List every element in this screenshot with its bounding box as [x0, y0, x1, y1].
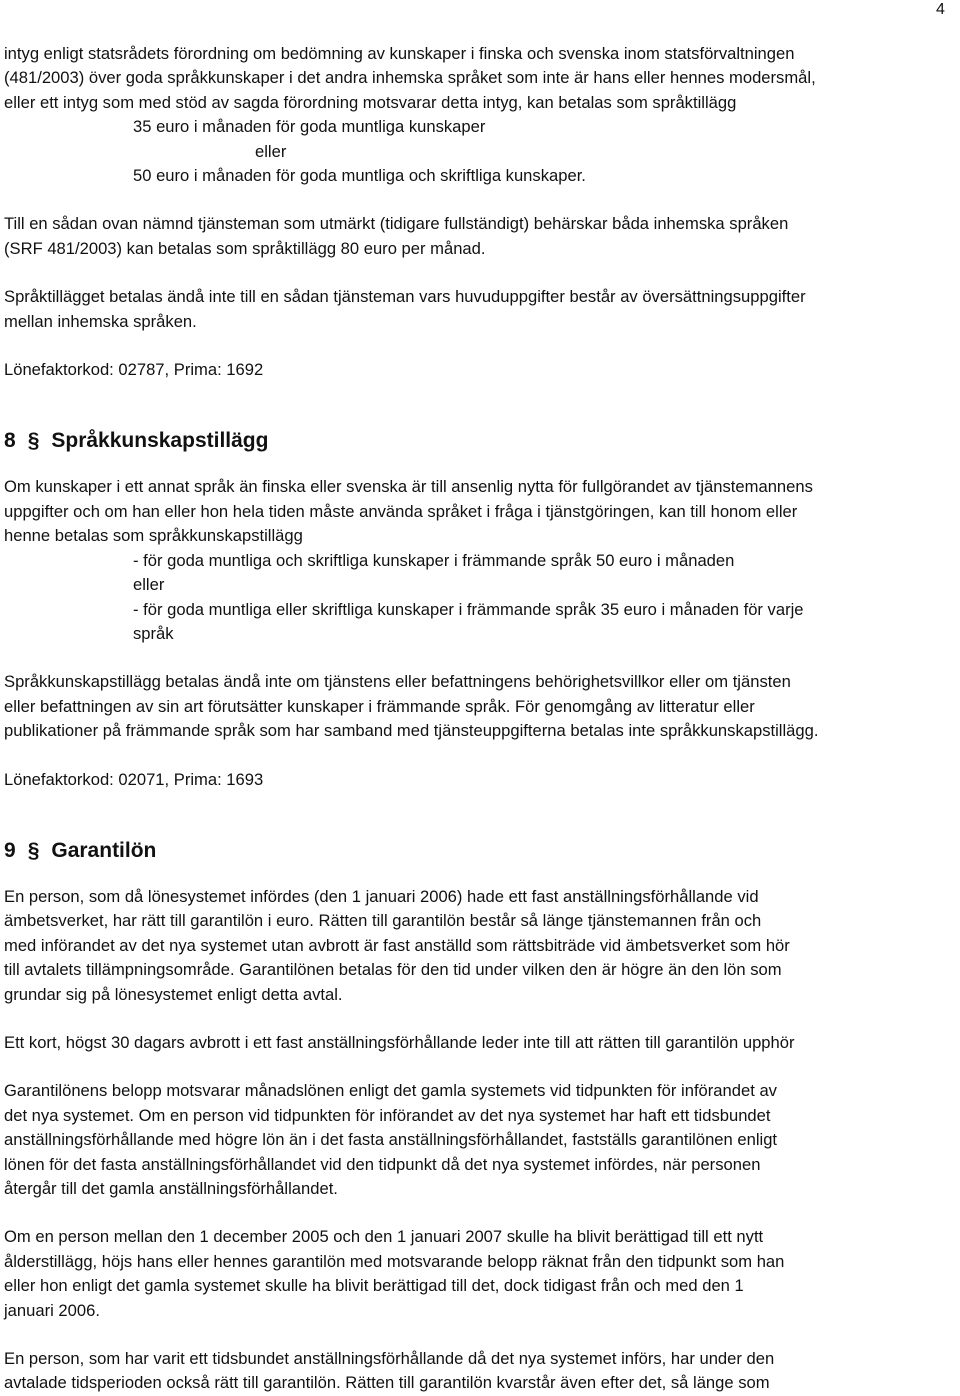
text-line: intyg enligt statsrådets förordning om bedömning av kunskaper i finska och svenska inom statsförvaltningen	[4, 44, 795, 63]
section-symbol: §	[27, 838, 40, 862]
wage-code: Lönefaktorkod: 02787, Prima: 1692	[4, 360, 264, 380]
text-line: En person, som då lönesystemet infördes (den 1 januari 2006) hade ett fast anställningsförhållande vid	[4, 886, 759, 906]
section-heading-9	[4, 836, 956, 866]
text-line: mellan inhemska språken.	[4, 311, 197, 331]
text-line: uppgifter och om han eller hon hela tiden måste använda språket i fråga i tjänstgöringen, kan till honom eller	[4, 501, 798, 521]
paragraph-belopp	[4, 1079, 956, 1201]
text-line: publikationer på främmande språk som har samband med tjänsteuppgifterna betalas inte språkkunskapstillägg.	[4, 721, 819, 741]
text-line: (481/2003) över goda språkkunskaper i det andra inhemska språket som inte är hans eller hennes modersmål,	[4, 68, 816, 88]
section-title: Garantilön	[51, 838, 157, 862]
text-line: Språkkunskapstillägg betalas ändå inte om tjänstens eller befattningens behörighetsvillkor eller om tjänsten	[4, 672, 791, 692]
text-line: lönen för det fasta anställningsförhållandet vid den tidpunkt då det nya systemet infördes, när personen	[4, 1154, 761, 1174]
wage-code: Lönefaktorkod: 02071, Prima: 1693	[4, 769, 264, 789]
paragraph-sprak-intyg	[4, 42, 956, 188]
text-line: En person, som har varit ett tidsbundet anställningsförhållande då det nya systemet införs, har under den	[4, 1349, 775, 1369]
text-line: med införandet av det nya systemet utan avbrott är fast anställd som rättsbiträde vid ämbetsverket som hör	[4, 935, 790, 955]
section-title: Språkkunskapstillägg	[51, 429, 269, 453]
text-line: ämbetsverket, har rätt till garantilön i euro. Rätten till garantilön består så länge tjänstemannen från och	[4, 911, 762, 931]
option-line: 50 euro i månaden för goda muntliga och skriftliga kunskaper.	[133, 166, 586, 186]
text-line: eller befattningen av sin art förutsätter kunskaper i främmande språk. För genomgång av litteratur eller	[4, 696, 755, 716]
paragraph-tidsbundet	[4, 1347, 956, 1396]
section-symbol: §	[27, 429, 40, 453]
text-line: (SRF 481/2003) kan betalas som språktillägg 80 euro per månad.	[4, 238, 486, 258]
option-line: 35 euro i månaden för goda muntliga kunskaper	[133, 117, 486, 137]
text-line: anställningsförhållande med högre lön än i det fasta anställningsförhållandet, fastställs garantilönen enligt	[4, 1130, 778, 1150]
text-line: Om kunskaper i ett annat språk än finska eller svenska är till ansenlig nytta för fullgörandet av tjänstemannens	[4, 477, 813, 497]
section-heading-8	[4, 426, 956, 456]
page-number: 4	[936, 1, 945, 18]
paragraph-alderstillagg	[4, 1225, 956, 1323]
paragraph-behorighet	[4, 670, 956, 743]
paragraph-oversattning	[4, 285, 956, 334]
text-line: Garantilönens belopp motsvarar månadslönen enligt det gamla systemets vid tidpunkten för införandet av	[4, 1081, 777, 1101]
text-line: det nya systemet. Om en person vid tidpunkten för införandet av det nya systemet har haft ett tidsbundet	[4, 1105, 771, 1125]
text-line: grundar sig på lönesystemet enligt detta avtal.	[4, 984, 343, 1004]
text-line: återgår till det gamla anställningsförhållandet.	[4, 1179, 338, 1198]
list-item: - för goda muntliga och skriftliga kunskaper i främmande språk 50 euro i månaden	[133, 550, 735, 570]
text-line: Ett kort, högst 30 dagars avbrott i ett fast anställningsförhållande leder inte till att rätten till garantilön upphör	[4, 1032, 795, 1052]
text-line: eller hon enligt det gamla systemet skulle ha blivit berättigad till det, dock tidigast från och med den 1	[4, 1276, 744, 1296]
list-item-continuation: språk	[133, 623, 174, 643]
text-line: ålderstillägg, höjs hans eller hennes garantilön med motsvarande belopp räknat från den tidpunkt som han	[4, 1251, 785, 1271]
text-line: januari 2006.	[4, 1300, 100, 1320]
text-line: eller ett intyg som med stöd av sagda förordning motsvarar detta intyg, kan betalas som språktillägg	[4, 92, 737, 112]
paragraph-sprakkunskap	[4, 475, 956, 646]
eller-line: eller	[255, 141, 287, 161]
paragraph-avbrott	[4, 1031, 956, 1055]
paragraph-utmarkt	[4, 212, 956, 261]
section-number: 9	[4, 838, 16, 862]
paragraph-garantilon	[4, 885, 956, 1007]
document-body	[4, 42, 956, 1396]
section-number: 8	[4, 429, 16, 453]
text-line: Om en person mellan den 1 december 2005 och den 1 januari 2007 skulle ha blivit berättigad till ett nytt	[4, 1227, 764, 1247]
text-line: henne betalas som språkkunskapstillägg	[4, 526, 303, 546]
text-line: Språktillägget betalas ändå inte till en sådan tjänsteman vars huvuduppgifter består av översättningsuppgifter	[4, 287, 806, 307]
text-line: Till en sådan ovan nämnd tjänsteman som utmärkt (tidigare fullständigt) behärskar båda inhemska språken	[4, 214, 789, 234]
eller-line: eller	[133, 575, 165, 595]
list-item: - för goda muntliga eller skriftliga kunskaper i främmande språk 35 euro i månaden för varje	[133, 599, 804, 619]
text-line: till avtalets tillämpningsområde. Garantilönen betalas för den tid under vilken den är högre än den lön som	[4, 960, 782, 980]
text-line: avtalade tidsperioden också rätt till garantilön. Rätten till garantilön kvarstår även efter det, så länge som	[4, 1373, 770, 1393]
